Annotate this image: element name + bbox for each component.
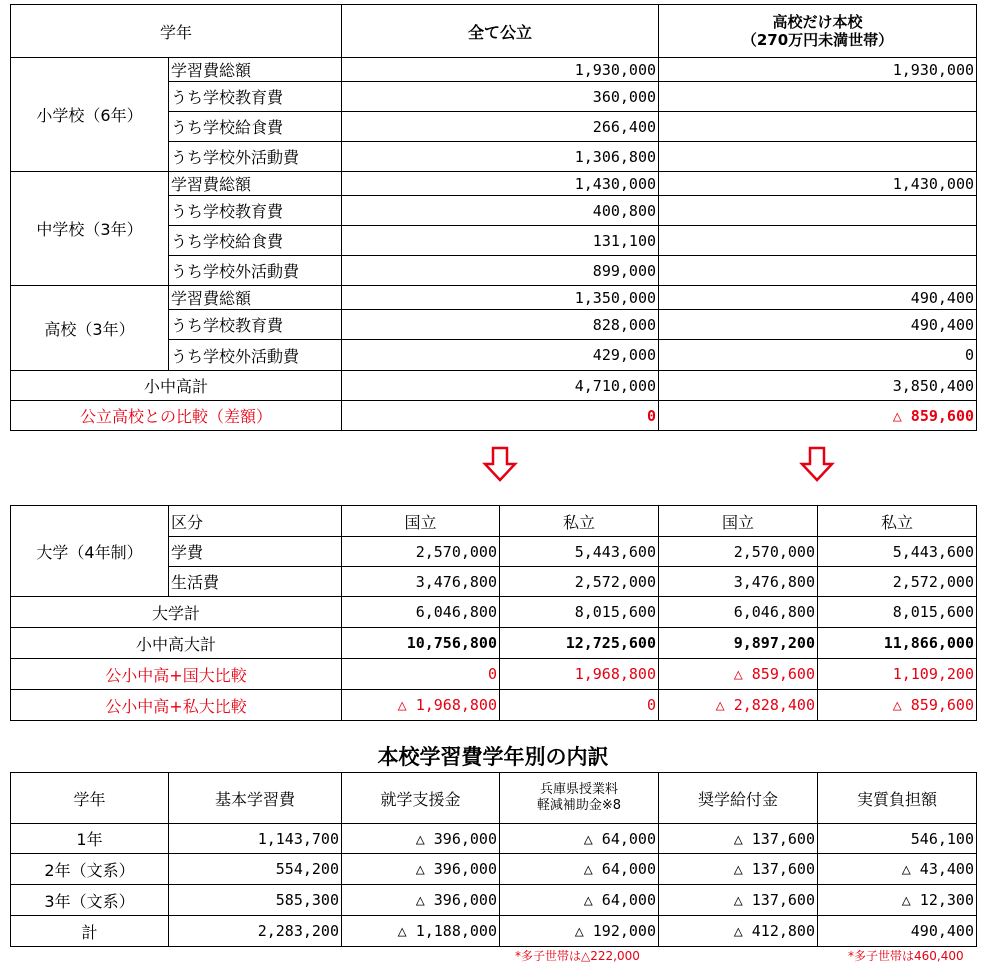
scholarship-cell: △ 412,800 [659, 916, 818, 947]
value-public: 828,000 [342, 310, 659, 340]
value-public: 899,000 [342, 256, 659, 286]
compare-public: 0 [342, 401, 659, 431]
all-total-value: 12,725,600 [500, 628, 659, 659]
compare-label: 公立高校との比較（差額） [11, 401, 342, 431]
burden-cell: △ 12,300 [818, 885, 977, 916]
value-hs: 0 [659, 340, 977, 371]
scholarship-cell: △ 137,600 [659, 824, 818, 854]
all-total-value: 10,756,800 [342, 628, 500, 659]
row-item: うち学校教育費 [169, 196, 342, 226]
grade-cell: 2年（文系） [11, 854, 169, 885]
col-private: 私立 [500, 506, 659, 537]
total-label: 小中高計 [11, 371, 342, 401]
univ-total-value: 8,015,600 [500, 597, 659, 628]
grade-cell: 1年 [11, 824, 169, 854]
cmp-national-value: 1,968,800 [500, 659, 659, 690]
header-grade: 学年 [11, 773, 169, 824]
value-public: 131,100 [342, 226, 659, 256]
header-basic: 基本学習費 [169, 773, 342, 824]
support-cell: △ 396,000 [342, 824, 500, 854]
cmp-national-label: 公小中高+国大比較 [11, 659, 342, 690]
cmp-national-value: 0 [342, 659, 500, 690]
living-value: 3,476,800 [342, 567, 500, 597]
value-hs: 1,930,000 [659, 58, 977, 82]
value-public: 1,350,000 [342, 286, 659, 310]
basic-cell: 2,283,200 [169, 916, 342, 947]
university-label: 大学（4年制） [11, 506, 169, 597]
row-item: うち学校外活動費 [169, 256, 342, 286]
down-arrow-icon [482, 446, 518, 482]
burden-cell: 546,100 [818, 824, 977, 854]
support-cell: △ 396,000 [342, 854, 500, 885]
hyogo-cell: △ 192,000 [500, 916, 659, 947]
value-hs [659, 226, 977, 256]
univ-total-value: 6,046,800 [342, 597, 500, 628]
univ-total-value: 8,015,600 [818, 597, 977, 628]
tuition-value: 5,443,600 [500, 537, 659, 567]
value-hs [659, 82, 977, 112]
row-item: うち学校外活動費 [169, 142, 342, 172]
value-public: 266,400 [342, 112, 659, 142]
univ-total-value: 6,046,800 [659, 597, 818, 628]
tuition-value: 2,570,000 [659, 537, 818, 567]
breakdown-title: 本校学習費学年別の内訳 [377, 744, 609, 769]
hyogo-cell: △ 64,000 [500, 854, 659, 885]
all-total-value: 9,897,200 [659, 628, 818, 659]
header-hs-only: 高校だけ本校 （270万円未満世帯） [659, 5, 977, 58]
compare-hs: △ 859,600 [659, 401, 977, 431]
row-item: 学習費総額 [169, 172, 342, 196]
value-public: 1,306,800 [342, 142, 659, 172]
all-total-label: 小中高大計 [11, 628, 342, 659]
value-hs: 490,400 [659, 310, 977, 340]
value-public: 1,930,000 [342, 58, 659, 82]
cmp-national-value: 1,109,200 [818, 659, 977, 690]
grade-cell: 計 [11, 916, 169, 947]
down-arrow-icon [799, 446, 835, 482]
scholarship-cell: △ 137,600 [659, 885, 818, 916]
living-value: 3,476,800 [659, 567, 818, 597]
kubun-label: 区分 [169, 506, 342, 537]
living-label: 生活費 [169, 567, 342, 597]
high-school-label: 高校（3年） [11, 286, 169, 371]
cost-table-school [10, 4, 977, 431]
cmp-private-value: △ 2,828,400 [659, 690, 818, 721]
grade-cell: 3年（文系） [11, 885, 169, 916]
value-public: 400,800 [342, 196, 659, 226]
cmp-private-label: 公小中高+私大比較 [11, 690, 342, 721]
basic-cell: 554,200 [169, 854, 342, 885]
row-item: うち学校給食費 [169, 226, 342, 256]
cmp-private-value: △ 859,600 [818, 690, 977, 721]
cmp-national-value: △ 859,600 [659, 659, 818, 690]
row-item: うち学校教育費 [169, 82, 342, 112]
tuition-label: 学費 [169, 537, 342, 567]
hyogo-cell: △ 64,000 [500, 824, 659, 854]
elementary-label: 小学校（6年） [11, 58, 169, 172]
burden-cell: 490,400 [818, 916, 977, 947]
value-public: 429,000 [342, 340, 659, 371]
header-all-public: 全て公立 [342, 5, 659, 58]
col-private: 私立 [818, 506, 977, 537]
header-support: 就学支援金 [342, 773, 500, 824]
cmp-private-value: 0 [500, 690, 659, 721]
note-hyogo: *多子世帯は△222,000 [515, 949, 640, 963]
header-scholarship: 奨学給付金 [659, 773, 818, 824]
hyogo-cell: △ 64,000 [500, 885, 659, 916]
value-hs [659, 112, 977, 142]
value-hs [659, 142, 977, 172]
cmp-private-value: △ 1,968,800 [342, 690, 500, 721]
burden-cell: △ 43,400 [818, 854, 977, 885]
row-item: うち学校教育費 [169, 310, 342, 340]
living-value: 2,572,000 [500, 567, 659, 597]
col-national: 国立 [342, 506, 500, 537]
note-burden: *多子世帯は460,400 [848, 949, 964, 963]
value-public: 360,000 [342, 82, 659, 112]
col-national: 国立 [659, 506, 818, 537]
row-item: うち学校外活動費 [169, 340, 342, 371]
tuition-value: 5,443,600 [818, 537, 977, 567]
living-value: 2,572,000 [818, 567, 977, 597]
row-item: 学習費総額 [169, 58, 342, 82]
value-hs: 490,400 [659, 286, 977, 310]
support-cell: △ 1,188,000 [342, 916, 500, 947]
middle-school-label: 中学校（3年） [11, 172, 169, 286]
total-public: 4,710,000 [342, 371, 659, 401]
breakdown-table [10, 772, 977, 947]
total-hs: 3,850,400 [659, 371, 977, 401]
value-hs: 1,430,000 [659, 172, 977, 196]
support-cell: △ 396,000 [342, 885, 500, 916]
cost-table-university [10, 505, 977, 721]
header-grade: 学年 [11, 5, 342, 58]
header-hyogo-subsidy: 兵庫県授業料 軽減補助金※8 [500, 773, 659, 824]
basic-cell: 585,300 [169, 885, 342, 916]
row-item: 学習費総額 [169, 286, 342, 310]
basic-cell: 1,143,700 [169, 824, 342, 854]
univ-total-label: 大学計 [11, 597, 342, 628]
header-burden: 実質負担額 [818, 773, 977, 824]
tuition-value: 2,570,000 [342, 537, 500, 567]
value-hs [659, 256, 977, 286]
all-total-value: 11,866,000 [818, 628, 977, 659]
row-item: うち学校給食費 [169, 112, 342, 142]
value-hs [659, 196, 977, 226]
value-public: 1,430,000 [342, 172, 659, 196]
scholarship-cell: △ 137,600 [659, 854, 818, 885]
